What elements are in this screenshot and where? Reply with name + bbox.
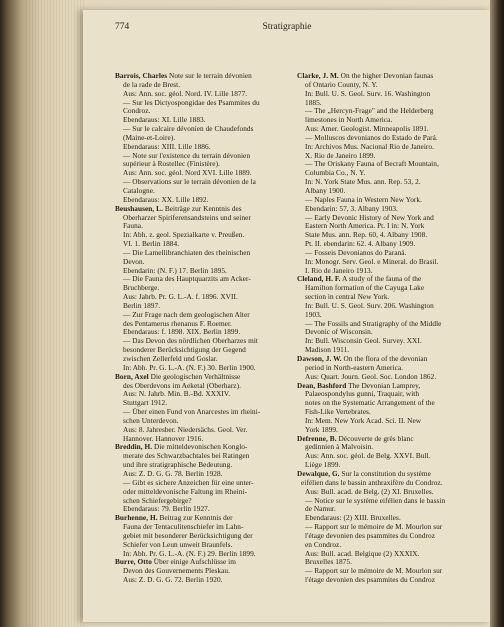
bibliography-line: of Ontario County, N. Y. bbox=[305, 80, 378, 89]
bibliography-line: schen Schiefergebirge? bbox=[123, 496, 192, 505]
bibliography-line: Bruxelles 1875. bbox=[305, 558, 352, 567]
bibliography-line: — Die Fauna des Hauptquarzits am Acker- bbox=[123, 275, 251, 284]
running-head: Stratigraphie bbox=[262, 22, 312, 32]
bibliography-line: Fauna. bbox=[123, 222, 143, 231]
author-name: Dawson, J. W. bbox=[297, 355, 342, 363]
bibliography-line: Hannover. Hannover 1916. bbox=[123, 434, 204, 443]
author-name: Beushausen, L. bbox=[115, 204, 163, 213]
bibliography-line: Palaeospondylus gunni, Traquair, with bbox=[305, 390, 420, 399]
bibliography-line: — The „Hercyn-Frage" and the Helderberg bbox=[305, 107, 434, 116]
bibliography-line: Clarke, J. M. On the higher Devonian faunas bbox=[297, 72, 434, 80]
book-page bbox=[83, 10, 491, 622]
bibliography-line: — Sur le calcaire dévonien de Chaudefonds bbox=[123, 125, 254, 134]
bibliography-line: — Die Lamellibranchiaten des rheinischen bbox=[123, 248, 251, 257]
bibliography-line: zwischen Zellerfeld und Goslar. bbox=[123, 355, 218, 363]
bibliography-line: In: Archivos Mus. Nacional Rio de Janeiro. bbox=[305, 142, 434, 151]
bibliography-line: 1903. bbox=[305, 310, 322, 319]
bibliography-line: eifélien dans le bassin anthraxifère du Condroz. bbox=[301, 478, 443, 487]
bibliography-line: In: Abh. Pr. G. L.-A. (N. F.) 29. Berlin 1899. bbox=[123, 549, 256, 558]
bibliography-line: oder mitteldevonische Faltung im Rheini- bbox=[123, 487, 247, 496]
bibliography-line: Albany 1900. bbox=[305, 186, 346, 195]
bibliography-line: Burre, Otto Über einige Aufschlüsse im bbox=[115, 558, 236, 567]
bibliography-line: notes on the Systematic Arrangement of the bbox=[305, 399, 435, 408]
bibliography-line: l'étage devonien des psammites du Condroz bbox=[305, 531, 436, 540]
bibliography-line: Devon des Gouvernements Pleskau. bbox=[123, 567, 230, 576]
bibliography-line: Liège 1899. bbox=[305, 461, 341, 470]
bibliography-line: Madison 1911. bbox=[305, 346, 350, 355]
bibliography-line: Aus: Quart. Journ. Geol. Soc. London 1862. bbox=[305, 372, 437, 381]
author-name: Burre, Otto bbox=[115, 558, 152, 567]
page-edges bbox=[26, 0, 86, 627]
bibliography-line: In: Bull. U. S. Geol. Surv. 206. Washington bbox=[305, 301, 434, 310]
bibliography-line: Dean, Bashford The Devonian Lamprey, bbox=[297, 381, 421, 390]
bibliography-line: (Maine-et-Loire). bbox=[123, 133, 176, 142]
bibliography-line: und ihre stratigraphische Bedeutung. bbox=[123, 461, 233, 470]
bibliography-line: Devon. bbox=[123, 257, 145, 266]
bibliography-line: Ebendaraus: XIII. Lille 1886. bbox=[123, 142, 211, 151]
bibliography-line: — Notice sur le système eifélien dans le bassin bbox=[305, 496, 446, 505]
bibliography-line: I. Rio de Janeiro 1913. bbox=[305, 266, 373, 275]
bibliography-line: Eastern North America. Pt. I in: N. York bbox=[305, 222, 425, 231]
bibliography-line: Columbia Co., N. Y. bbox=[305, 169, 366, 178]
bibliography-line: supérieur à Rostellec (Finistère). bbox=[123, 160, 220, 169]
bibliography-line: Devonic of Wisconsin. bbox=[305, 328, 373, 337]
bibliography-line: State Mus. ann. Rep. 60, 4. Albany 1908. bbox=[305, 231, 428, 240]
bibliography-line: Stuttgart 1912. bbox=[123, 399, 168, 408]
bibliography-line: Aus: N. Jahrb. Min. B.-Bd. XXXIV. bbox=[123, 390, 231, 399]
bibliography-line: Aus: Ann. soc. géol. de Belg. XXVI. Bull. bbox=[305, 452, 431, 461]
bibliography-line: merate des Schwarzbachtales bei Ratingen bbox=[123, 452, 250, 461]
author-name: Defrenne, B. bbox=[297, 434, 337, 443]
bibliography-line: Ebendaraus: XI. Lille 1883. bbox=[123, 116, 206, 125]
bibliography-line: des Oberdevons im Aeketal (Oberharz). bbox=[123, 381, 241, 390]
bibliography-line: Aus: Z. D. G. G. 78. Berlin 1928. bbox=[123, 469, 223, 478]
bibliography-line: In: Bull. Wisconsin Geol. Survey. XXI. bbox=[305, 337, 422, 346]
bibliography-line: Aus: Z. D. G. G. 72. Berlin 1920. bbox=[123, 576, 223, 585]
bibliography-line: — Observations sur le terrain dévonien de la bbox=[123, 178, 256, 187]
bibliography-line: — Molluscos devonianos do Estado de Pará. bbox=[305, 133, 438, 142]
bibliography-line: Ebendaraus: f. 1898. XIX. Berlin 1899. bbox=[123, 328, 241, 337]
bibliography-line: Burhenne, H. Beitrag zur Kenntnis der bbox=[115, 514, 233, 523]
bibliography-line: besonderer Berücksichtigung der Gegend bbox=[123, 346, 246, 355]
bibliography-line: Breddin, H. Die mitteldevonischen Konglo- bbox=[115, 443, 248, 452]
bibliography-column-left bbox=[115, 72, 295, 585]
bibliography-line: Ebendaraus: XX. Lille 1892. bbox=[123, 195, 209, 204]
bibliography-line: section in central New York. bbox=[305, 293, 390, 302]
bibliography-line: Ebendarin: 57, 3. Albany 1903. bbox=[305, 204, 398, 213]
bibliography-line: Ebendarin: (N. F.) 17. Berlin 1895. bbox=[123, 266, 227, 275]
bibliography-line: — Rapport sur le mémoire de M. Mourlon sur bbox=[305, 523, 443, 532]
author-name: Burhenne, H. bbox=[115, 514, 158, 523]
bibliography-line: — Fosseis Devonianos do Paraná. bbox=[305, 248, 407, 257]
bibliography-line: In: Bull. U. S. Geol. Surv. 16. Washington bbox=[305, 89, 431, 98]
bibliography-line: gebiet mit besonderer Berücksichtigung der bbox=[123, 531, 253, 540]
author-name: Born, Axel bbox=[115, 372, 149, 381]
bibliography-line: Pt. II. ebendarin: 62. 4. Albany 1909. bbox=[305, 240, 416, 249]
bibliography-line: de la rade de Brest. bbox=[123, 80, 181, 89]
bibliography-line: Dawson, J. W. On the flora of the devonian bbox=[297, 355, 428, 363]
bibliography-line: In: Abh. Pr. G. L.-A. (N. F.) 30. Berlin 1900. bbox=[123, 363, 256, 372]
bibliography-line: — Early Devonic History of New York and bbox=[305, 213, 434, 222]
bibliography-line: — Zur Frage nach dem geologischen Alter bbox=[123, 310, 250, 319]
bibliography-line: Aus: Bull. acad. Belgique (2) XXXIX. bbox=[305, 549, 420, 558]
bibliography-line: 1885. bbox=[305, 98, 322, 107]
bibliography-line: des Pentamerus rhenanus F. Roemer. bbox=[123, 319, 232, 328]
bibliography-line: Defrenne, B. Découverte de grès blanc bbox=[297, 434, 414, 443]
bibliography-line: period in North-eastern America. bbox=[305, 363, 404, 372]
bibliography-line: Catalogne. bbox=[123, 186, 155, 195]
bibliography-line: — Das Devon des nördlichen Oberharzes mit bbox=[123, 337, 258, 346]
author-name: Clarke, J. M. bbox=[297, 72, 339, 80]
page-number: 774 bbox=[115, 22, 130, 32]
bibliography-line: X. Rio de Janeiro 1899. bbox=[305, 151, 376, 160]
bibliography-line: In: Mem. New York Acad. Sci. II. New bbox=[305, 416, 422, 425]
bibliography-line: en Condroz. bbox=[305, 540, 342, 549]
author-name: Barrois, Charles bbox=[115, 72, 168, 80]
bibliography-line: — Gibt es sichere Anzeichen für eine unter- bbox=[123, 478, 254, 487]
bibliography-line: Aus: Jahrb. Pr. G. L.-A. f. 1896. XVII. bbox=[123, 293, 238, 302]
author-name: Cleland, H. F. bbox=[297, 275, 341, 284]
bibliography-line: Aus: Bull. acad. de Belg. (2) XI. Bruxelles. bbox=[305, 487, 434, 496]
author-name: Breddin, H. bbox=[115, 443, 153, 452]
bibliography-line: Ebendaraus: (2) XIII. Bruxelles. bbox=[305, 514, 401, 523]
bibliography-line: l'étage devonien des psammites du Condroz bbox=[305, 576, 436, 585]
bibliography-line: de Namur. bbox=[305, 505, 336, 514]
bibliography-line: VI. 1. Berlin 1884. bbox=[123, 240, 180, 249]
bibliography-line: — Rapport sur le mémoire de M. Mourlon sur bbox=[305, 567, 443, 576]
bibliography-line: York 1899. bbox=[305, 425, 339, 434]
book-right-edge bbox=[490, 0, 504, 627]
bibliography-line: Condroz. bbox=[123, 107, 151, 116]
author-name: Dewalque, G. bbox=[297, 469, 340, 478]
bibliography-line: — Naples Fauna in Western New York. bbox=[305, 195, 422, 204]
bibliography-line: Bruchberge. bbox=[123, 284, 160, 293]
bibliography-line: In: Monogr. Serv. Geol. e Mineral. do Brasil. bbox=[305, 257, 439, 266]
bibliography-line: schen Unterdevon. bbox=[123, 416, 179, 425]
bibliography-line: In: N. York State Mus. ann. Rep. 53, 2. bbox=[305, 178, 421, 187]
bibliography-line: Cleland, H. F. A study of the fauna of the bbox=[297, 275, 422, 284]
bibliography-line: Dewalque, G. Sur la constitution du système bbox=[297, 469, 431, 478]
bibliography-line: Born, Axel Die geologischen Verhältnisse bbox=[115, 372, 241, 381]
bibliography-line: gedinnien à Malvoisin. bbox=[305, 443, 374, 452]
bibliography-line: — Sur les Dictyospongidae des Psammites du bbox=[123, 98, 260, 107]
bibliography-line: Oberharzer Spiriferensandsteins und seiner bbox=[123, 213, 251, 222]
bibliography-line: — Note sur l'existence du terrain dévonien bbox=[123, 151, 251, 160]
bibliography-line: Aus: Ann. soc. géol. Nord XVI. Lille 1889. bbox=[123, 169, 252, 178]
bibliography-line: limestones in North America. bbox=[305, 116, 393, 125]
bibliography-line: Ebendaraus: 79. Berlin 1927. bbox=[123, 505, 210, 514]
bibliography-line: — The Fossils and Stratigraphy of the Middle bbox=[305, 319, 442, 328]
author-name: Dean, Bashford bbox=[297, 381, 347, 390]
bibliography-line: Aus: Amer. Geologist. Minneapolis 1891. bbox=[305, 125, 429, 134]
bibliography-line: Fish-Like Vertebrates. bbox=[305, 408, 371, 417]
bibliography-line: Beushausen, L. Beiträge zur Kenntnis des bbox=[115, 204, 242, 213]
bibliography-line: — The Oriskany Fauna of Becraft Mountain, bbox=[305, 160, 439, 169]
bibliography-column-right bbox=[297, 72, 485, 585]
bibliography-line: In: Abh. z. geol. Spezialkarte v. Preußen. bbox=[123, 231, 245, 240]
bibliography-line: Aus: Ann. soc. géol. Nord. IV. Lille 1877. bbox=[123, 89, 248, 98]
bibliography-line: Barrois, Charles Note sur le terrain dévonien bbox=[115, 72, 252, 80]
bibliography-line: Berlin 1897. bbox=[123, 301, 161, 310]
bibliography-line: Schiefer von Leun unweit Braunfels. bbox=[123, 540, 233, 549]
bibliography-line: Hamilton formation of the Cayuga Lake bbox=[305, 284, 425, 293]
bibliography-line: — Über einen Fund von Anarcestes im rheini- bbox=[123, 408, 261, 417]
bibliography-line: Aus: 8. Jahresber. Niedersächs. Geol. Ver. bbox=[123, 425, 248, 434]
bibliography-line: Fauna der Tentaculitenschiefer im Lahn- bbox=[123, 523, 244, 532]
